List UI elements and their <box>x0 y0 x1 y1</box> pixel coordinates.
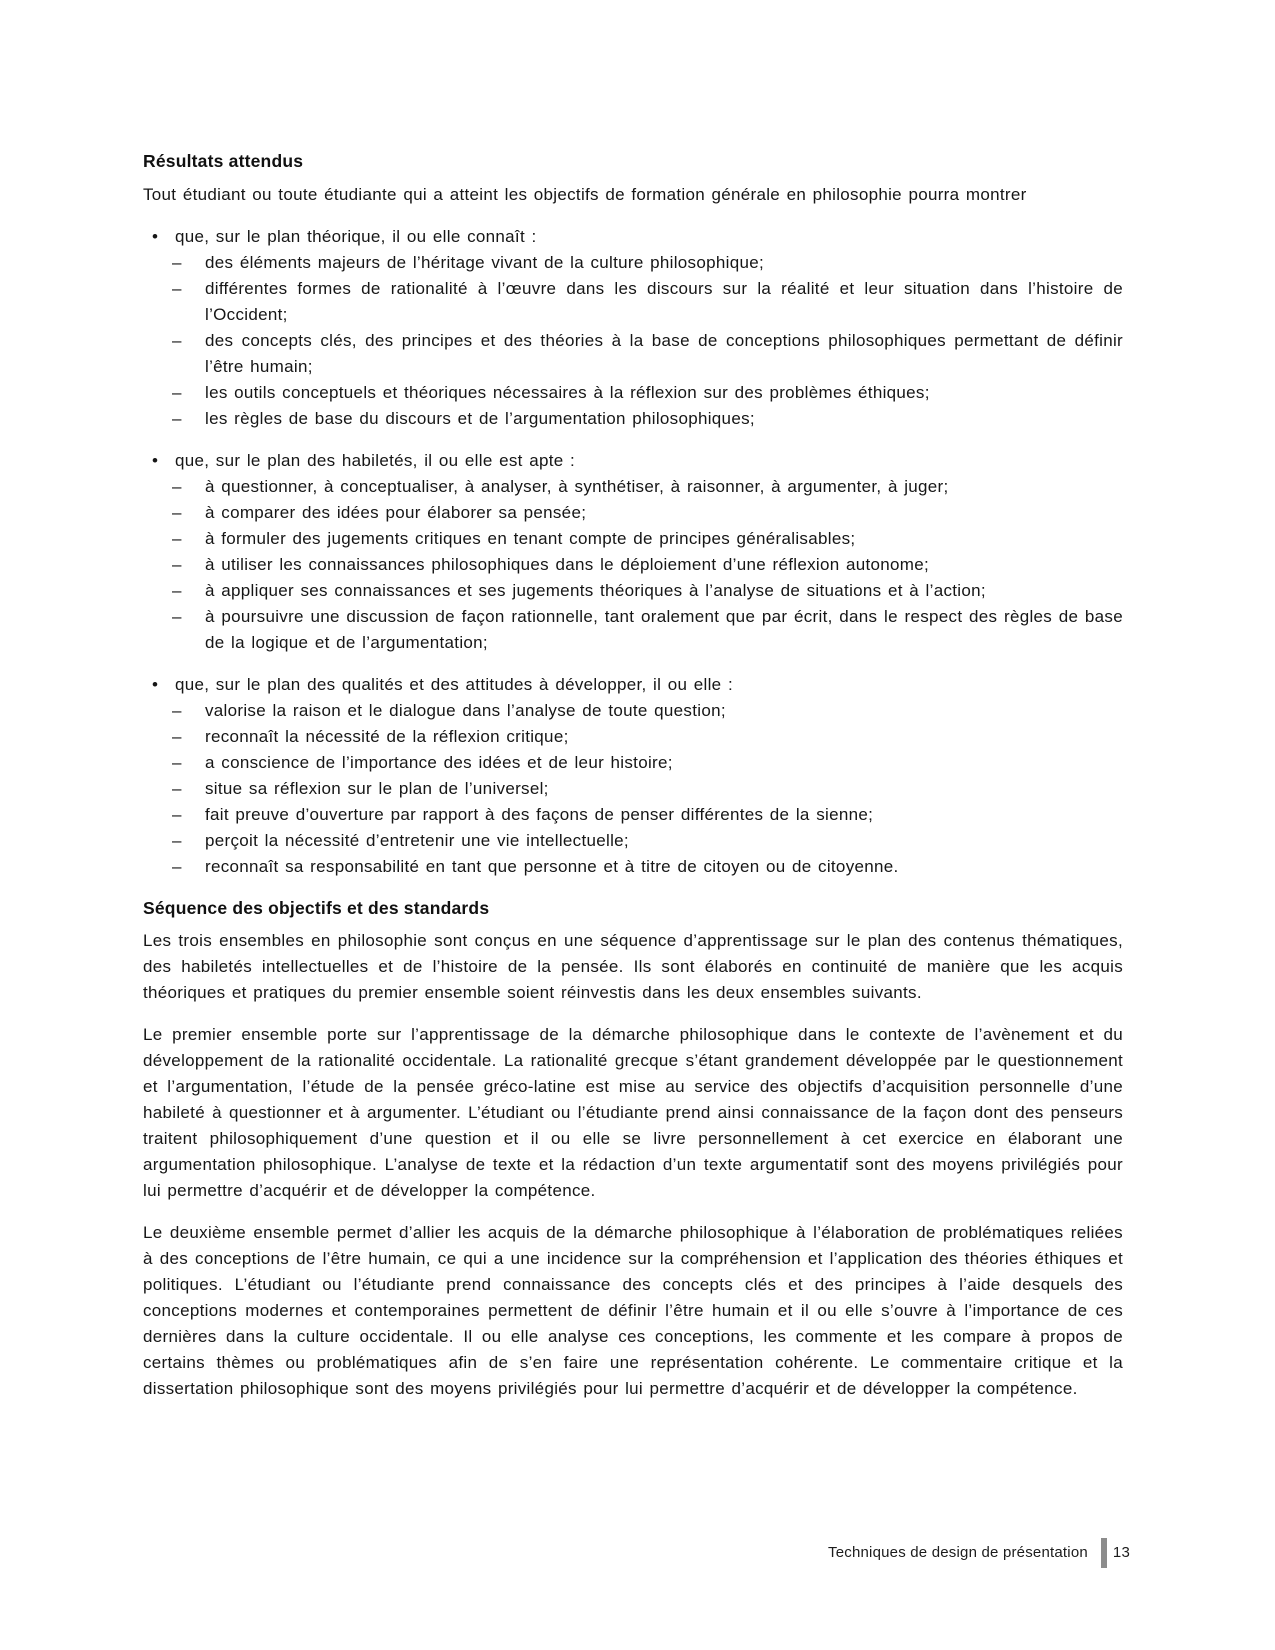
dash-icon: – <box>172 529 182 548</box>
list-item <box>143 854 1123 880</box>
dash-icon: – <box>172 253 182 272</box>
dash-icon: – <box>172 831 182 850</box>
bullet-icon: • <box>152 227 159 246</box>
list-item-text: situe sa réflexion sur le plan de l’universel; <box>205 779 549 798</box>
bullet-icon: • <box>152 451 159 470</box>
list-item <box>143 380 1123 406</box>
list-item-text: des éléments majeurs de l’héritage vivant de la culture philosophique; <box>205 253 764 272</box>
list-item-text: reconnaît la nécessité de la réflexion critique; <box>205 727 569 746</box>
bullet-lead <box>143 672 1123 698</box>
list-item <box>143 474 1123 500</box>
list-item <box>143 776 1123 802</box>
intro-paragraph: Tout étudiant ou toute étudiante qui a atteint les objectifs de formation générale en philosophie pourra montrer <box>143 185 1027 204</box>
list-item-text: les règles de base du discours et de l’argumentation philosophiques; <box>205 409 755 428</box>
bullet-lead-text: que, sur le plan théorique, il ou elle connaît : <box>175 227 537 246</box>
footer-divider-bar <box>1101 1538 1107 1568</box>
dash-icon: – <box>172 409 182 428</box>
page-footer <box>828 1538 1130 1568</box>
list-item-text: reconnaît sa responsabilité en tant que personne et à titre de citoyen ou de citoyenne. <box>205 857 899 876</box>
list-item-text: à appliquer ses connaissances et ses jugements théoriques à l’analyse de situations et à l’action; <box>205 581 986 600</box>
dash-icon: – <box>172 279 182 298</box>
list-item <box>143 604 1123 656</box>
list-item <box>143 828 1123 854</box>
list-item <box>143 250 1123 276</box>
paragraph: Le premier ensemble porte sur l’apprentissage de la démarche philosophique dans le contexte de l’avènement et du développement de la rationalité occidentale. La rationalité grecque s’étant grandement développée par le questionnement et l’argumentation, l’étude de la pensée gréco-latine est mise au service des objectifs d’acquisition personnelle d’une habileté à questionner et à argumenter. L’étudiant ou l’étudiante prend ainsi connaissance de la façon dont des penseurs traitent philosophiquement d’une question et il ou elle se livre personnellement à cet exercice en élaborant une argumentation philosophique. L’analyse de texte et la rédaction d’un texte argumentatif sont des moyens privilégiés pour lui permettre d’acquérir et de développer la compétence. <box>143 1025 1123 1200</box>
page-number: 13 <box>1112 1544 1130 1561</box>
section-heading-resultats: Résultats attendus <box>143 151 304 171</box>
document-content <box>143 151 1123 1402</box>
list-item-text: à formuler des jugements critiques en tenant compte de principes généralisables; <box>205 529 856 548</box>
dash-icon: – <box>172 753 182 772</box>
list-item-text: à poursuivre une discussion de façon rationnelle, tant oralement que par écrit, dans le respect des règles de base de la logique et de l’argumentation; <box>205 607 1123 652</box>
dash-icon: – <box>172 503 182 522</box>
list-item-text: fait preuve d’ouverture par rapport à des façons de penser différentes de la sienne; <box>205 805 874 824</box>
dash-icon: – <box>172 779 182 798</box>
list-item <box>143 526 1123 552</box>
footer-label: Techniques de design de présentation <box>828 1544 1088 1561</box>
bullet-group-qualites <box>143 672 1123 880</box>
list-item <box>143 698 1123 724</box>
bullet-group-theorique <box>143 224 1123 432</box>
dash-icon: – <box>172 727 182 746</box>
list-item <box>143 724 1123 750</box>
list-item <box>143 802 1123 828</box>
dash-icon: – <box>172 857 182 876</box>
dash-icon: – <box>172 383 182 402</box>
bullet-lead-text: que, sur le plan des qualités et des attitudes à développer, il ou elle : <box>175 675 733 694</box>
dash-icon: – <box>172 607 182 626</box>
list-item-text: à questionner, à conceptualiser, à analyser, à synthétiser, à raisonner, à argumenter, à juger; <box>205 477 949 496</box>
list-item <box>143 328 1123 380</box>
list-item-text: à utiliser les connaissances philosophiques dans le déploiement d’une réflexion autonome; <box>205 555 930 574</box>
section-heading-sequence: Séquence des objectifs et des standards <box>143 898 490 918</box>
bullet-group-habiletes <box>143 448 1123 656</box>
list-item <box>143 552 1123 578</box>
bullet-icon: • <box>152 675 159 694</box>
list-item <box>143 406 1123 432</box>
dash-icon: – <box>172 477 182 496</box>
dash-icon: – <box>172 555 182 574</box>
list-item-text: a conscience de l’importance des idées et de leur histoire; <box>205 753 673 772</box>
list-item-text: les outils conceptuels et théoriques nécessaires à la réflexion sur des problèmes éthiques; <box>205 383 930 402</box>
list-item-text: perçoit la nécessité d’entretenir une vie intellectuelle; <box>205 831 629 850</box>
list-item <box>143 750 1123 776</box>
dash-icon: – <box>172 581 182 600</box>
bullet-lead <box>143 224 1123 250</box>
list-item-text: valorise la raison et le dialogue dans l’analyse de toute question; <box>205 701 726 720</box>
paragraph: Les trois ensembles en philosophie sont conçus en une séquence d’apprentissage sur le plan des contenus thématiques, des habiletés intellectuelles et de l’histoire de la pensée. Ils sont élaborés en continuité de manière que les acquis théoriques et pratiques du premier ensemble soient réinvestis dans les deux ensembles suivants. <box>143 931 1123 1002</box>
list-item <box>143 276 1123 328</box>
paragraph: Le deuxième ensemble permet d’allier les acquis de la démarche philosophique à l’élaboration de problématiques reliées à des conceptions de l’être humain, ce qui a une incidence sur la compréhension et l’application des théories éthiques et politiques. L’étudiant ou l’étudiante prend connaissance des concepts clés et des principes à l’aide desquels des conceptions modernes et contemporaines permettent de définir l’être humain et il ou elle s’ouvre à l’importance de ces dernières dans la culture occidentale. Il ou elle analyse ces conceptions, les commente et les compare à propos de certains thèmes ou problématiques afin de s’en faire une représentation cohérente. Le commentaire critique et la dissertation philosophique sont des moyens privilégiés pour lui permettre d’acquérir et de développer la compétence. <box>143 1223 1123 1398</box>
list-item-text: différentes formes de rationalité à l’œuvre dans les discours sur la réalité et leur situation dans l’histoire de l’Occident; <box>205 279 1123 324</box>
dash-icon: – <box>172 701 182 720</box>
dash-icon: – <box>172 331 182 350</box>
list-item-text: des concepts clés, des principes et des théories à la base de conceptions philosophiques permettant de définir l’être humain; <box>205 331 1123 376</box>
bullet-lead <box>143 448 1123 474</box>
list-item <box>143 500 1123 526</box>
list-item <box>143 578 1123 604</box>
dash-icon: – <box>172 805 182 824</box>
bullet-lead-text: que, sur le plan des habiletés, il ou elle est apte : <box>175 451 576 470</box>
list-item-text: à comparer des idées pour élaborer sa pensée; <box>205 503 587 522</box>
